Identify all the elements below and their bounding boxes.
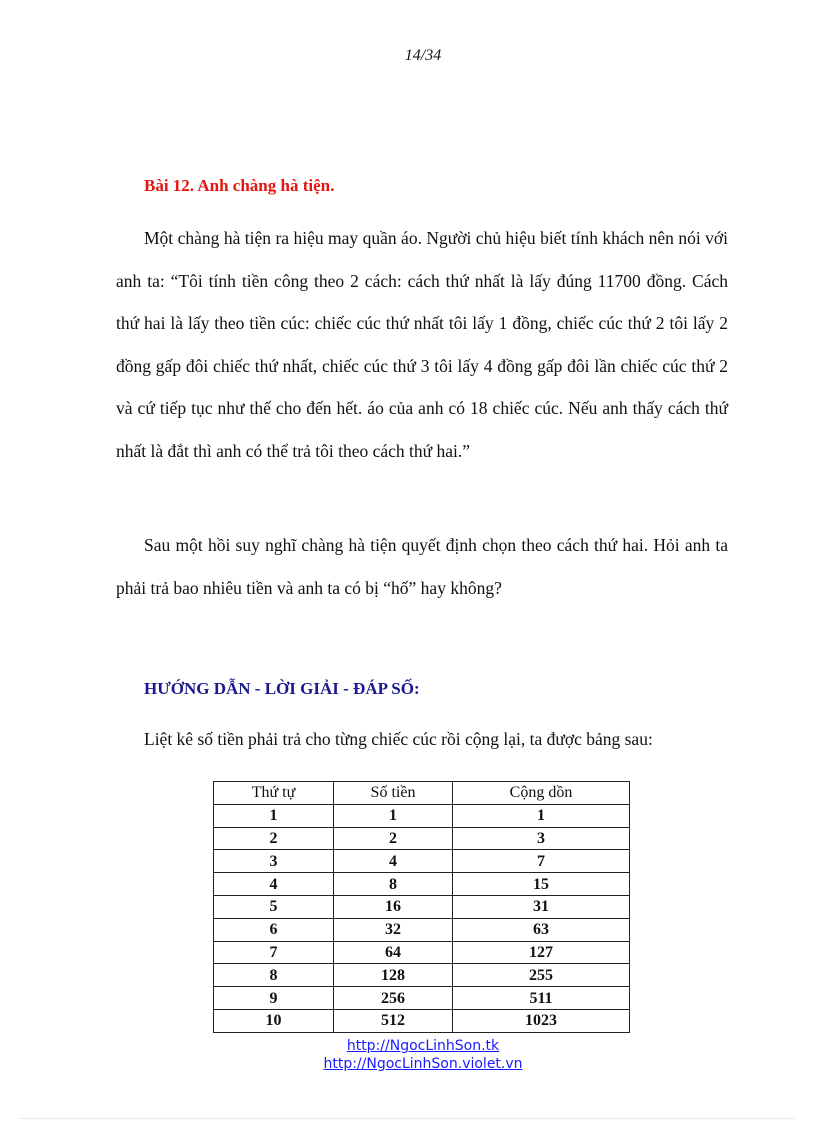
- table-row: [214, 895, 630, 918]
- cell-order: 4: [214, 873, 334, 896]
- cell-amount: 16: [334, 895, 453, 918]
- cell-order: 8: [214, 964, 334, 987]
- cell-cumulative: 31: [453, 895, 630, 918]
- cell-order: 7: [214, 941, 334, 964]
- cell-cumulative: 3: [453, 827, 630, 850]
- table-row: [214, 804, 630, 827]
- solution-intro: Liệt kê số tiền phải trả cho từng chiếc cúc rồi cộng lại, ta được bảng sau:: [144, 729, 653, 749]
- table-row: [214, 827, 630, 850]
- cell-amount: 8: [334, 873, 453, 896]
- table-header-row: [214, 782, 630, 805]
- cell-amount: 2: [334, 827, 453, 850]
- cell-amount: 256: [334, 987, 453, 1010]
- header-order: Thứ tự: [214, 782, 334, 805]
- footer-links: [0, 1037, 816, 1073]
- button-cost-table: [213, 781, 630, 1033]
- solution-heading: HƯỚNG DẪN - LỜI GIẢI - ĐÁP SỐ:: [144, 679, 420, 698]
- cell-cumulative: 15: [453, 873, 630, 896]
- footer-link-tk[interactable]: http://NgocLinhSon.tk: [346, 1038, 500, 1054]
- cell-order: 2: [214, 827, 334, 850]
- problem-paragraph-1: Một chàng hà tiện ra hiệu may quần áo. Người chủ hiệu biết tính khách nên nói với anh ta: “Tôi tính tiền công theo 2 cách: cách thứ nhất là lấy đúng 11700 đồng. Cách thứ hai là lấy theo tiền cúc: chiếc cúc thứ nhất tôi lấy 1 đồng, chiếc cúc thứ 2 tôi lấy 2 đồng gấp đôi chiếc thứ nhất, chiếc cúc thứ 3 tôi lấy 4 đồng gấp đôi lần chiếc cúc thứ 2 và cứ tiếp tục như thế cho đến hết. áo của anh có 18 chiếc cúc. Nếu anh thấy cách thứ nhất là đắt thì anh có thể trả tôi theo cách thứ hai.”: [116, 228, 728, 461]
- cell-cumulative: 511: [453, 987, 630, 1010]
- cell-order: 5: [214, 895, 334, 918]
- table-row: [214, 918, 630, 941]
- cell-amount: 32: [334, 918, 453, 941]
- cell-order: 3: [214, 850, 334, 873]
- cell-amount: 512: [334, 1009, 453, 1032]
- cell-order: 9: [214, 987, 334, 1010]
- problem-paragraph-2: Sau một hồi suy nghĩ chàng hà tiện quyết định chọn theo cách thứ hai. Hỏi anh ta phải trả bao nhiêu tiền và anh ta có bị “hố” hay không?: [116, 535, 728, 598]
- problem-title: Bài 12. Anh chàng hà tiện.: [144, 176, 335, 195]
- table-row: [214, 1009, 630, 1032]
- table-row: [214, 987, 630, 1010]
- cell-cumulative: 1023: [453, 1009, 630, 1032]
- cell-cumulative: 7: [453, 850, 630, 873]
- cell-cumulative: 255: [453, 964, 630, 987]
- cell-cumulative: 127: [453, 941, 630, 964]
- footer-link-violet[interactable]: http://NgocLinhSon.violet.vn: [323, 1056, 523, 1072]
- page-bottom-divider: [20, 1118, 796, 1119]
- cell-order: 6: [214, 918, 334, 941]
- header-cumulative: Cộng dồn: [453, 782, 630, 805]
- table-row: [214, 964, 630, 987]
- header-amount: Số tiền: [334, 782, 453, 805]
- cell-amount: 1: [334, 804, 453, 827]
- page-number: 14/34: [404, 47, 442, 64]
- cell-amount: 64: [334, 941, 453, 964]
- cell-amount: 4: [334, 850, 453, 873]
- table-row: [214, 873, 630, 896]
- table-row: [214, 941, 630, 964]
- table-row: [214, 850, 630, 873]
- cell-amount: 128: [334, 964, 453, 987]
- cell-cumulative: 1: [453, 804, 630, 827]
- cell-order: 1: [214, 804, 334, 827]
- cell-cumulative: 63: [453, 918, 630, 941]
- cell-order: 10: [214, 1009, 334, 1032]
